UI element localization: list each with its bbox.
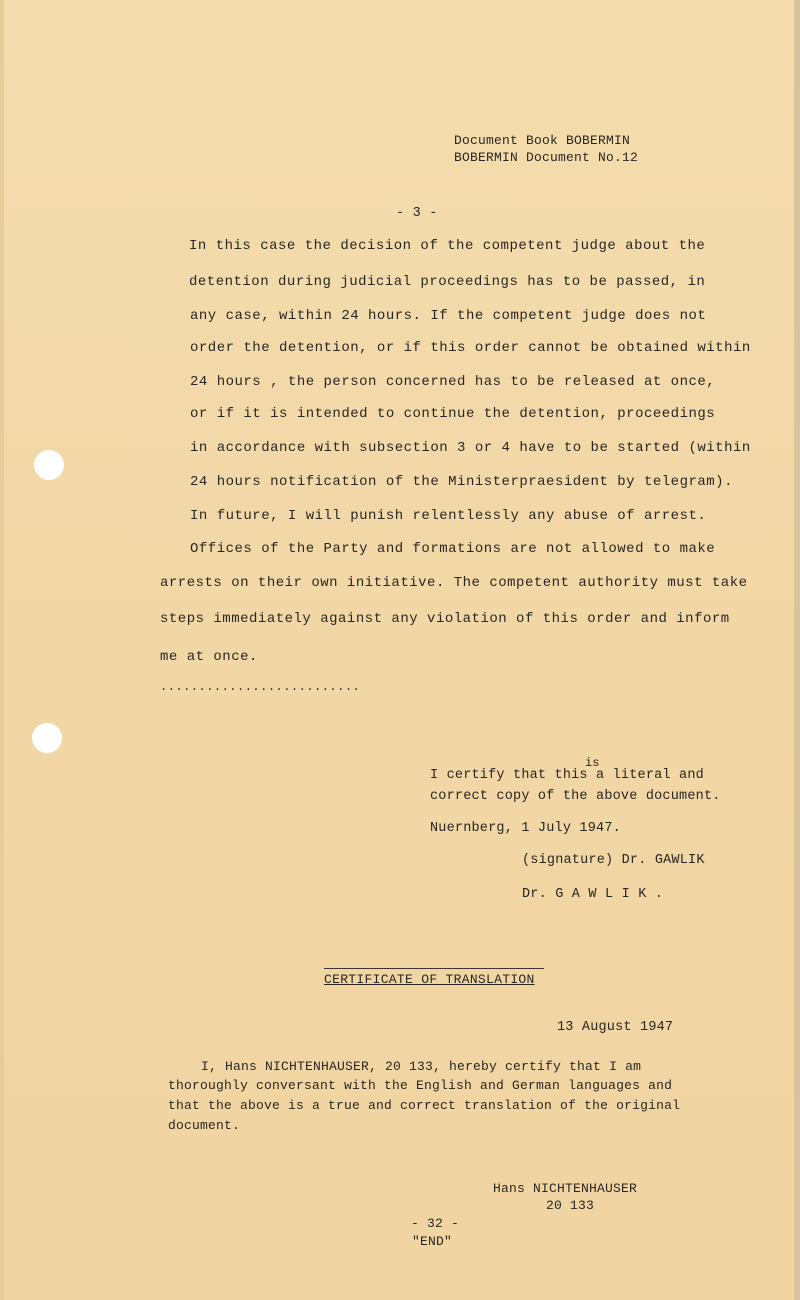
separator-line: .......................... <box>160 680 361 694</box>
translation-date: 13 August 1947 <box>557 1020 674 1035</box>
certify-line-2: correct copy of the above document. <box>430 789 721 804</box>
page-edge-right <box>794 0 800 1300</box>
certify-line-1: I certify that this a literal and <box>430 768 704 783</box>
punch-hole-bottom <box>32 723 62 753</box>
translator-name: Hans NICHTENHAUSER <box>493 1181 638 1196</box>
translation-line: that the above is a true and correct translation of the original <box>168 1098 681 1113</box>
end-mark: "END" <box>412 1234 453 1249</box>
certify-place-date: Nuernberg, 1 July 1947. <box>430 821 621 836</box>
page-marker: - 3 - <box>396 206 438 221</box>
translation-title: CERTIFICATE OF TRANSLATION <box>324 972 535 987</box>
body-line: 24 hours , the person concerned has to be released at once, <box>190 374 716 390</box>
body-line: me at once. <box>160 649 258 665</box>
header-document-book: Document Book BOBERMIN <box>454 133 631 148</box>
punch-hole-top <box>34 450 64 480</box>
body-line: Offices of the Party and formations are not allowed to make <box>190 541 716 557</box>
body-line: arrests on their own initiative. The competent authority must take <box>160 575 748 591</box>
body-line: or if it is intended to continue the detention, proceedings <box>190 406 716 422</box>
translation-line: thoroughly conversant with the English and German languages and <box>168 1078 673 1093</box>
certify-name: Dr. G A W L I K . <box>522 887 664 902</box>
body-line: order the detention, or if this order cannot be obtained within <box>190 340 751 356</box>
page-edge-left <box>0 0 4 1300</box>
title-overline <box>324 968 544 969</box>
body-line: In future, I will punish relentlessly any abuse of arrest. <box>190 508 707 524</box>
certify-insert: is <box>585 756 600 770</box>
header-document-number: BOBERMIN Document No.12 <box>454 150 639 165</box>
body-line: In this case the decision of the competent judge about the <box>189 238 706 254</box>
body-line: in accordance with subsection 3 or 4 have to be started (within <box>190 440 751 456</box>
body-line: steps immediately against any violation of this order and inform <box>160 611 730 627</box>
body-line: 24 hours notification of the Ministerpraesident by telegram). <box>190 474 733 490</box>
body-line: detention during judicial proceedings has to be passed, in <box>189 274 706 290</box>
certify-signature: (signature) Dr. GAWLIK <box>522 853 705 868</box>
body-line: any case, within 24 hours. If the competent judge does not <box>190 308 707 324</box>
translation-line: I, Hans NICHTENHAUSER, 20 133, hereby certify that I am <box>201 1059 642 1074</box>
translator-number: 20 133 <box>546 1198 595 1213</box>
page-number: - 32 - <box>411 1216 460 1231</box>
translation-line: document. <box>168 1118 241 1133</box>
